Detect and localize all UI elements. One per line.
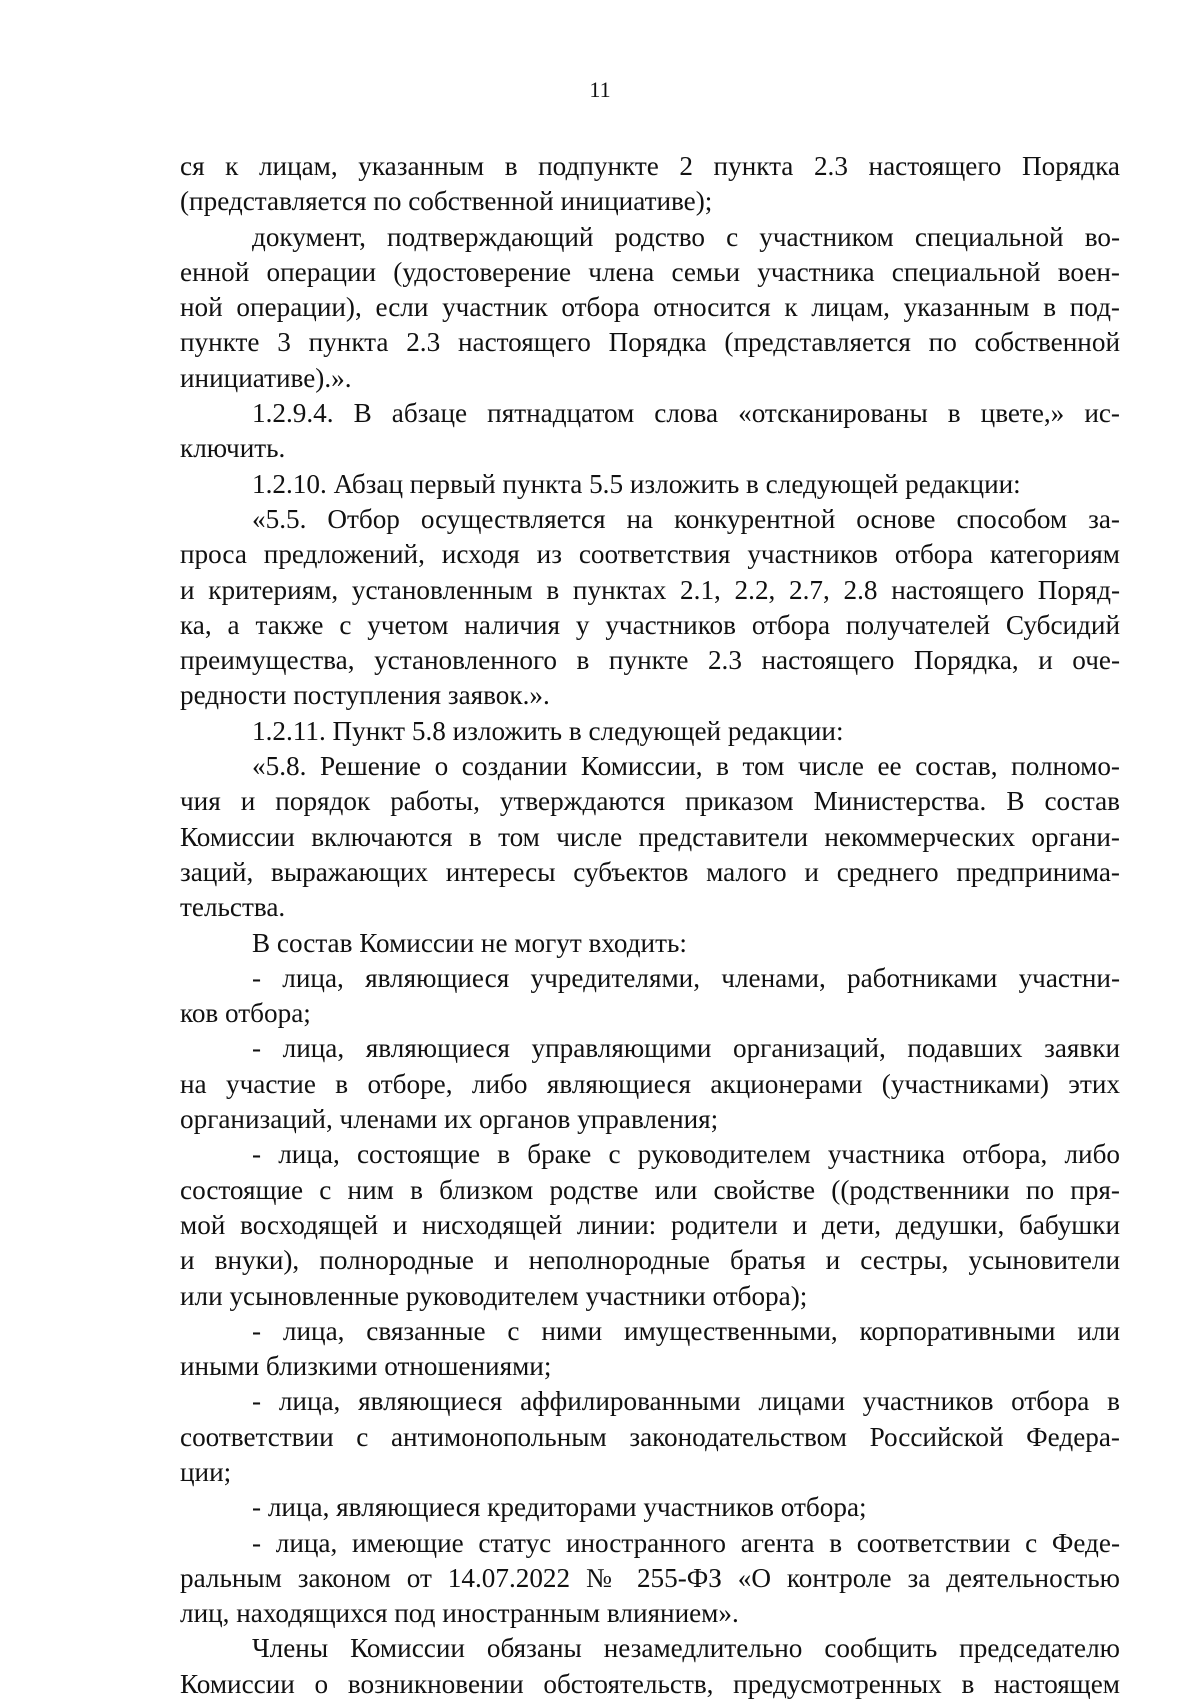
text-line: состоящие с ним в близком родстве или свойстве ((родственники по пря- (180, 1174, 1120, 1205)
text-line: инициативе).». (180, 362, 352, 393)
text-line: организаций, членами их органов управления; (180, 1104, 719, 1135)
text-line: и внуки), полнородные и неполнородные братья и сестры, усыновители (180, 1245, 1120, 1276)
text-line: Комиссии включаются в том числе представители некоммерческих органи- (180, 821, 1120, 852)
text-line: лиц, находящихся под иностранным влиянием». (180, 1598, 739, 1629)
text-line: заций, выражающих интересы субъектов малого и среднего предпринима- (180, 856, 1120, 887)
text-line: - лица, являющиеся управляющими организаций, подавших заявки (252, 1033, 1120, 1064)
text-line: ся к лицам, указанным в подпункте 2 пункта 2.3 настоящего Порядка (180, 151, 1120, 181)
text-line: редности поступления заявок.». (180, 680, 550, 711)
text-line: иными близкими отношениями; (180, 1351, 552, 1382)
text-line: В состав Комиссии не могут входить: (252, 927, 687, 958)
text-line: енной операции (удостоверение члена семьи участника специальной воен- (180, 256, 1120, 287)
text-line: 1.2.9.4. В абзаце пятнадцатом слова «отсканированы в цвете,» ис- (252, 398, 1120, 429)
text-line: - лица, являющиеся аффилированными лицами участников отбора в (252, 1386, 1120, 1417)
text-line: 1.2.11. Пункт 5.8 изложить в следующей редакции: (252, 715, 844, 746)
page-number: 11 (589, 77, 611, 102)
text-line: на участие в отборе, либо являющиеся акционерами (участниками) этих (180, 1068, 1120, 1099)
text-line: 1.2.10. Абзац первый пункта 5.5 изложить в следующей редакции: (252, 468, 1021, 499)
text-line: пункте 3 пункта 2.3 настоящего Порядка (представляется по собственной (180, 327, 1120, 358)
text-line: Комиссии о возникновении обстоятельств, предусмотренных в настоящем (180, 1668, 1120, 1699)
text-line: соответствии с антимонопольным законодательством Российской Федера- (180, 1421, 1120, 1452)
text-line: проса предложений, исходя из соответствия участников отбора категориям (180, 539, 1120, 570)
document-body (180, 149, 1120, 1702)
text-line: ка, а также с учетом наличия у участников отбора получателей Субсидий (180, 609, 1120, 640)
text-line: Члены Комиссии обязаны незамедлительно сообщить председателю (252, 1633, 1120, 1664)
text-line: - лица, являющиеся учредителями, членами, работниками участни- (252, 962, 1120, 993)
text-line: - лица, связанные с ними имущественными, корпоративными или (252, 1315, 1120, 1346)
text-line: «5.8. Решение о создании Комиссии, в том числе ее состав, полномо- (252, 751, 1120, 782)
text-line: ной операции), если участник отбора относится к лицам, указанным в под- (180, 292, 1120, 323)
text-line: документ, подтверждающий родство с участником специальной во- (252, 221, 1120, 252)
text-line: тельства. (180, 892, 286, 923)
text-line: ков отбора; (180, 998, 311, 1029)
text-line: чия и порядок работы, утверждаются приказом Министерства. В состав (180, 786, 1120, 817)
text-line: «5.5. Отбор осуществляется на конкурентной основе способом за- (252, 503, 1120, 534)
text-line: - лица, имеющие статус иностранного агента в соответствии с Феде- (252, 1527, 1120, 1558)
text-line: мой восходящей и нисходящей линии: родители и дети, дедушки, бабушки (180, 1209, 1120, 1240)
text-line: преимущества, установленного в пункте 2.3 настоящего Порядка, и оче- (180, 645, 1120, 676)
text-line: ключить. (180, 433, 286, 464)
text-line: (представляется по собственной инициативе); (180, 186, 713, 217)
text-line: - лица, являющиеся кредиторами участников отбора; (252, 1492, 867, 1523)
text-line: и критериям, установленным в пунктах 2.1, 2.2, 2.7, 2.8 настоящего Поряд- (180, 574, 1120, 605)
text-line: ральным законом от 14.07.2022 № 255-ФЗ «О контроле за деятельностью (180, 1562, 1120, 1593)
text-line: - лица, состоящие в браке с руководителем участника отбора, либо (252, 1139, 1120, 1170)
text-line: ции; (180, 1456, 232, 1487)
text-line: или усыновленные руководителем участники отбора); (180, 1280, 808, 1311)
